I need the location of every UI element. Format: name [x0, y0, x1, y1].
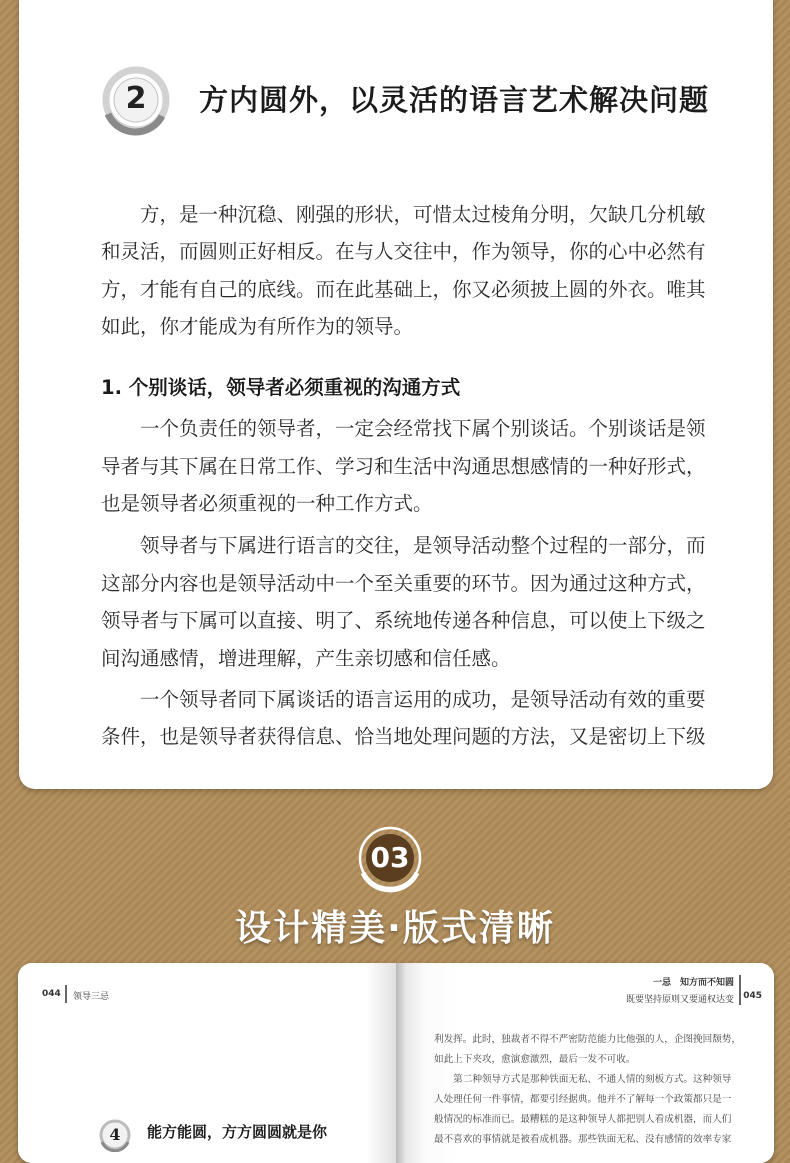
right-page-line: 利发挥。此时，独裁者不得不严密防范能力比他强的人，企图挽回颓势，	[434, 1034, 741, 1045]
header-divider	[739, 975, 741, 1005]
body-line: 一个负责任的领导者，一定会经常找下属个别谈话。个别谈话是领	[101, 417, 706, 440]
header-divider	[65, 985, 67, 1003]
subheading: 1. 个别谈话，领导者必须重视的沟通方式	[101, 376, 461, 399]
intro-line: 和灵活，而圆则正好相反。在与人交往中，作为领导，你的心中必然有	[101, 240, 706, 263]
feature-number-badge	[355, 825, 425, 895]
section-title: 方内圆外，以灵活的语言艺术解决问题	[199, 83, 710, 117]
right-running-title: 一忌 知方而不知圆	[652, 978, 734, 988]
intro-line: 方，才能有自己的底线。而在此基础上，你又必须披上圆的外衣。唯其	[101, 278, 706, 301]
right-page-line: 第二种领导方式是那种铁面无私、不通人情的刻板方式。这种领导	[434, 1074, 732, 1085]
right-running-subtitle: 既要坚持原则又要通权达变	[625, 995, 734, 1005]
body-line: 间沟通感情，增进理解，产生亲切感和信任感。	[101, 647, 511, 670]
body-line: 也是领导者必须重视的一种工作方式。	[101, 492, 433, 515]
feature-number: 03	[370, 841, 410, 874]
right-page-line: 人处理任何一件事情，都要引经据典。他并不了解每一个政策都只是一	[434, 1094, 732, 1105]
left-page-number: 044	[42, 989, 61, 999]
feature-heading: 设计精美·版式清晰	[235, 908, 555, 949]
body-line: 条件，也是领导者获得信息、恰当地处理问题的方法，又是密切上下级	[101, 725, 706, 748]
intro-line: 如此，你才能成为有所作为的领导。	[101, 315, 414, 338]
right-page-number: 045	[743, 991, 762, 1001]
left-running-title: 领导三忌	[73, 992, 110, 1002]
section-number-badge	[100, 64, 172, 136]
right-page-line: 最不喜欢的事情就是被看成机器。那些铁面无私、没有感情的效率专家	[434, 1134, 732, 1145]
body-line: 这部分内容也是领导活动中一个至关重要的环节。因为通过这种方式，	[101, 572, 706, 595]
body-line: 领导者与下属可以直接、明了、系统地传递各种信息，可以使上下级之	[101, 609, 706, 632]
body-line: 一个领导者同下属谈话的语言运用的成功，是领导活动有效的重要	[101, 688, 706, 711]
intro-line: 方，是一种沉稳、刚强的形状，可惜太过棱角分明，欠缺几分机敏	[101, 203, 706, 226]
right-page-line: 如此上下夹攻，愈演愈激烈，最后一发不可收。	[434, 1054, 636, 1065]
left-section-number: 4	[109, 1125, 121, 1144]
section-number: 2	[125, 81, 147, 116]
left-section-badge	[98, 1118, 132, 1152]
left-section-title: 能方能圆，方方圆圆就是你	[147, 1123, 328, 1141]
right-page-line: 般情况的标准而已。最糟糕的是这种领导人都把别人看成机器，而人们	[434, 1114, 732, 1125]
body-line: 导者与其下属在日常工作、学习和生活中沟通思想感情的一种好形式，	[101, 455, 706, 478]
body-line: 领导者与下属进行语言的交往，是领导活动整个过程的一部分，而	[101, 534, 706, 557]
